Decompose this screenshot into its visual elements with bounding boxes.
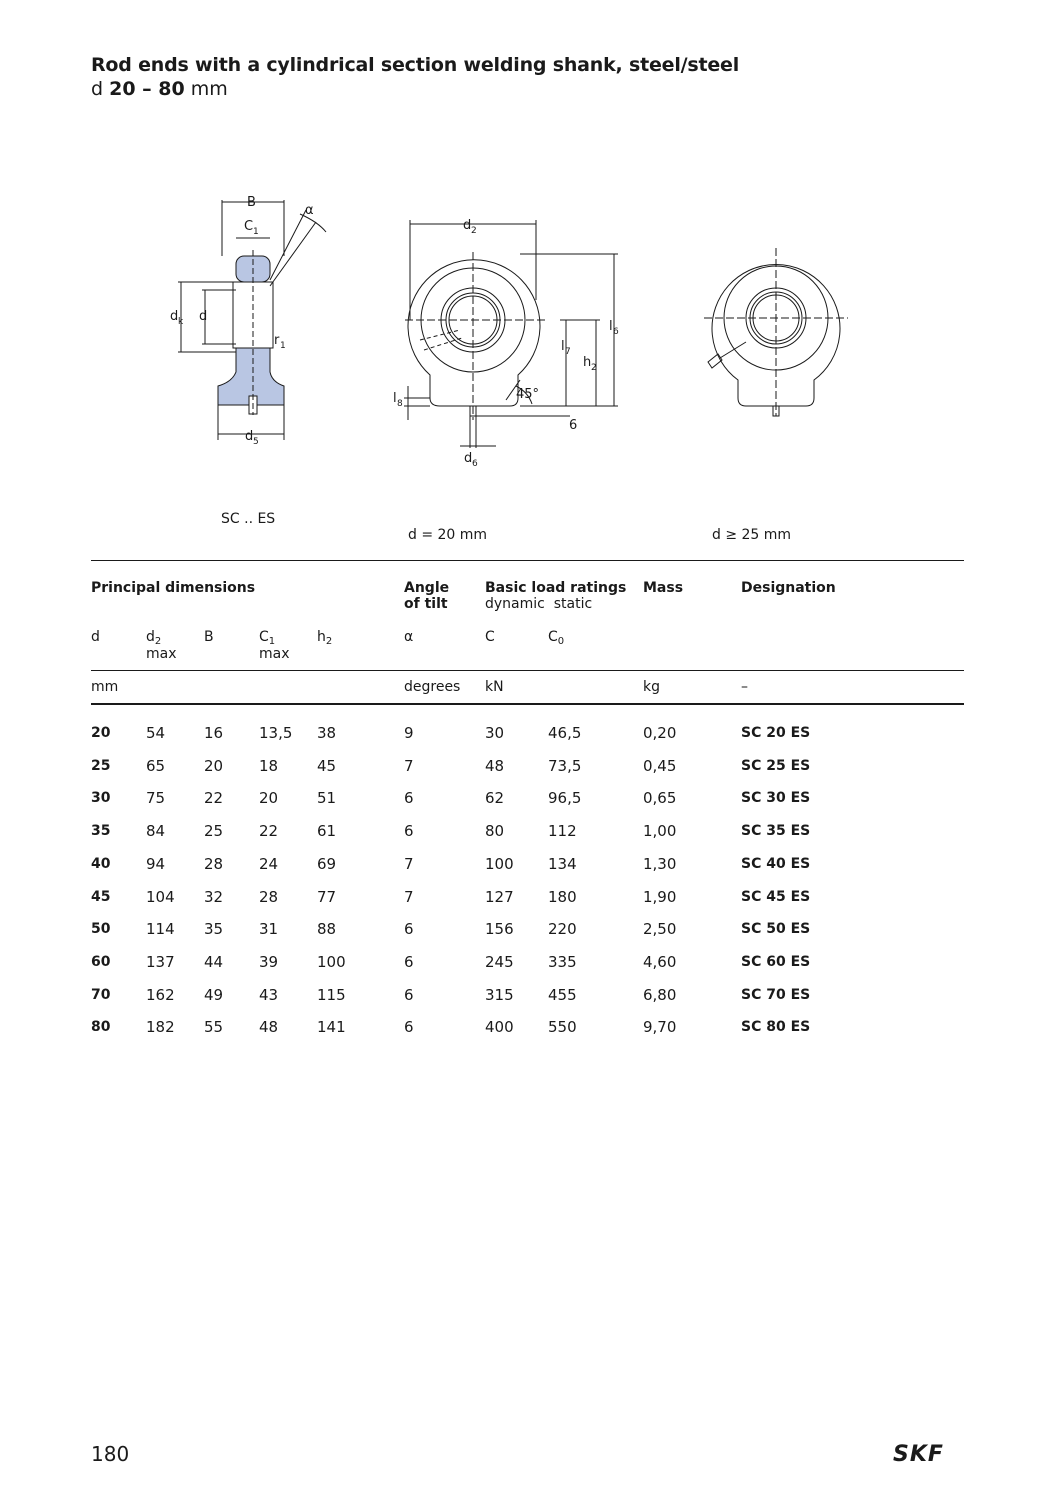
cell-C: 80 bbox=[485, 822, 505, 841]
unit-designation: – bbox=[741, 679, 748, 695]
svg-text:l: l bbox=[393, 391, 397, 406]
cell-designation: SC 50 ES bbox=[741, 921, 811, 938]
cell-C: 315 bbox=[485, 985, 514, 1004]
symbol-d2-main: d bbox=[146, 629, 155, 645]
cell-designation: SC 45 ES bbox=[741, 888, 811, 905]
front-view-d25-figure bbox=[704, 248, 848, 416]
cell-B: 32 bbox=[204, 887, 224, 906]
cell-mass: 1,30 bbox=[643, 854, 677, 873]
cell-C: 30 bbox=[485, 724, 505, 742]
header-load-subtitle: dynamic static bbox=[485, 596, 593, 612]
caption-left: SC .. ES bbox=[221, 511, 276, 527]
page-number: 180 bbox=[91, 1442, 130, 1466]
svg-text:2: 2 bbox=[471, 226, 477, 236]
svg-text:7: 7 bbox=[565, 347, 571, 357]
cell-d: 80 bbox=[91, 1019, 111, 1036]
cell-C0: 134 bbox=[548, 854, 577, 873]
cell-C1: 20 bbox=[259, 789, 279, 808]
cell-C1: 18 bbox=[259, 756, 279, 775]
symbol-C0-sub: 0 bbox=[557, 636, 565, 647]
svg-text:d: d bbox=[463, 218, 472, 233]
cell-C1: 13,5 bbox=[259, 724, 293, 742]
cell-d: 45 bbox=[91, 888, 111, 905]
cell-designation: SC 40 ES bbox=[741, 855, 811, 872]
cell-d2: 75 bbox=[146, 789, 166, 808]
cell-B: 49 bbox=[204, 985, 224, 1004]
symbol-C1-max: max bbox=[259, 646, 290, 662]
cell-mass: 9,70 bbox=[643, 1018, 677, 1037]
svg-text:8: 8 bbox=[397, 399, 403, 409]
svg-text:d: d bbox=[464, 451, 473, 466]
cell-C0: 73,5 bbox=[548, 756, 582, 775]
cell-mass: 0,65 bbox=[643, 789, 677, 808]
cell-d: 40 bbox=[91, 855, 111, 872]
cell-designation: SC 30 ES bbox=[741, 790, 811, 807]
cell-mass: 2,50 bbox=[643, 920, 677, 939]
cell-alpha: 7 bbox=[404, 887, 414, 906]
cell-B: 20 bbox=[204, 756, 224, 775]
svg-text:B: B bbox=[247, 195, 256, 210]
cell-h2: 45 bbox=[317, 756, 337, 775]
cell-C0: 96,5 bbox=[548, 789, 582, 808]
cell-d: 25 bbox=[91, 757, 111, 774]
cell-C: 400 bbox=[485, 1018, 514, 1037]
cell-h2: 38 bbox=[317, 724, 337, 742]
header-angle-line1: Angle bbox=[404, 580, 450, 596]
unit-load: kN bbox=[485, 679, 504, 695]
svg-text:45°: 45° bbox=[516, 387, 540, 402]
cell-d: 35 bbox=[91, 823, 111, 840]
header-mass: Mass bbox=[643, 580, 684, 596]
cell-mass: 1,90 bbox=[643, 887, 677, 906]
symbol-alpha: α bbox=[404, 629, 414, 645]
cell-designation: SC 80 ES bbox=[741, 1019, 811, 1036]
cell-h2: 77 bbox=[317, 887, 337, 906]
cell-designation: SC 70 ES bbox=[741, 986, 811, 1003]
cell-designation: SC 60 ES bbox=[741, 953, 811, 970]
cell-alpha: 6 bbox=[404, 985, 414, 1004]
subtitle-range: 20 – 80 bbox=[109, 78, 185, 100]
cell-C0: 455 bbox=[548, 985, 577, 1004]
cell-d2: 94 bbox=[146, 854, 166, 873]
cell-C0: 112 bbox=[548, 822, 577, 841]
symbol-h2 bbox=[317, 629, 332, 650]
cell-d2: 65 bbox=[146, 756, 166, 775]
cell-C: 156 bbox=[485, 920, 514, 939]
cell-d: 60 bbox=[91, 953, 111, 970]
symbol-B: B bbox=[204, 629, 214, 645]
cell-d: 30 bbox=[91, 790, 111, 807]
cell-h2: 100 bbox=[317, 952, 346, 971]
cell-mass: 6,80 bbox=[643, 985, 677, 1004]
cell-C1: 39 bbox=[259, 952, 279, 971]
table-top-rule bbox=[91, 560, 964, 561]
cell-C1: 48 bbox=[259, 1018, 279, 1037]
svg-text:2: 2 bbox=[591, 363, 597, 373]
table-header-rule bbox=[91, 703, 964, 705]
svg-text:l: l bbox=[609, 319, 613, 334]
unit-dimensions: mm bbox=[91, 679, 119, 695]
cell-h2: 141 bbox=[317, 1018, 346, 1037]
cell-h2: 51 bbox=[317, 789, 337, 808]
header-basic-load-ratings: Basic load ratings bbox=[485, 580, 627, 596]
cell-alpha: 6 bbox=[404, 1018, 414, 1037]
svg-text:k: k bbox=[178, 317, 184, 327]
cell-h2: 61 bbox=[317, 822, 337, 841]
symbol-C1-main: C bbox=[259, 629, 269, 645]
cell-mass: 4,60 bbox=[643, 952, 677, 971]
cell-C1: 43 bbox=[259, 985, 279, 1004]
symbol-d2-max: max bbox=[146, 646, 177, 662]
cell-d: 50 bbox=[91, 921, 111, 938]
cell-C: 48 bbox=[485, 756, 505, 775]
subtitle-unit: mm bbox=[190, 78, 228, 100]
cell-C: 62 bbox=[485, 789, 505, 808]
cell-designation: SC 25 ES bbox=[741, 757, 811, 774]
svg-text:h: h bbox=[583, 355, 592, 370]
header-principal-dimensions: Principal dimensions bbox=[91, 580, 256, 596]
cell-B: 16 bbox=[204, 724, 224, 742]
svg-text:r: r bbox=[274, 333, 280, 348]
cell-d: 70 bbox=[91, 986, 111, 1003]
symbol-C0 bbox=[548, 629, 564, 650]
symbol-d: d bbox=[91, 629, 100, 645]
cell-d2: 54 bbox=[146, 724, 166, 742]
svg-text:5: 5 bbox=[253, 437, 259, 447]
cell-alpha: 6 bbox=[404, 822, 414, 841]
cell-B: 28 bbox=[204, 854, 224, 873]
svg-text:1: 1 bbox=[253, 227, 259, 237]
cell-C1: 24 bbox=[259, 854, 279, 873]
cell-designation: SC 20 ES bbox=[741, 725, 811, 741]
cell-alpha: 7 bbox=[404, 854, 414, 873]
cell-alpha: 7 bbox=[404, 756, 414, 775]
svg-text:6: 6 bbox=[472, 459, 478, 469]
svg-text:α: α bbox=[305, 203, 314, 218]
table-units-rule bbox=[91, 670, 964, 671]
svg-text:C: C bbox=[244, 219, 254, 234]
cell-B: 22 bbox=[204, 789, 224, 808]
cell-C: 127 bbox=[485, 887, 514, 906]
cell-d: 20 bbox=[91, 725, 111, 741]
technical-drawings bbox=[0, 180, 1056, 480]
skf-logo: SKF bbox=[893, 1442, 944, 1467]
cell-B: 55 bbox=[204, 1018, 224, 1037]
cell-B: 44 bbox=[204, 952, 224, 971]
svg-text:d: d bbox=[245, 429, 254, 444]
unit-angle: degrees bbox=[404, 679, 461, 695]
cell-alpha: 6 bbox=[404, 789, 414, 808]
cell-C0: 335 bbox=[548, 952, 577, 971]
symbol-h2-main: h bbox=[317, 629, 326, 645]
cell-C1: 31 bbox=[259, 920, 279, 939]
page-title: Rod ends with a cylindrical section welding shank, steel/steel bbox=[91, 54, 740, 76]
cell-C: 245 bbox=[485, 952, 514, 971]
header-designation: Designation bbox=[741, 580, 836, 596]
cell-d2: 137 bbox=[146, 952, 175, 971]
cell-h2: 69 bbox=[317, 854, 337, 873]
cell-B: 35 bbox=[204, 920, 224, 939]
cell-d2: 182 bbox=[146, 1018, 175, 1037]
symbol-C: C bbox=[485, 629, 495, 645]
subtitle-prefix: d bbox=[91, 78, 104, 100]
cell-C0: 220 bbox=[548, 920, 577, 939]
symbol-C0-main: C bbox=[548, 629, 558, 645]
cell-B: 25 bbox=[204, 822, 224, 841]
cell-C: 100 bbox=[485, 854, 514, 873]
cell-h2: 115 bbox=[317, 985, 346, 1004]
svg-text:6: 6 bbox=[613, 327, 619, 337]
cell-d2: 114 bbox=[146, 920, 175, 939]
svg-text:l: l bbox=[561, 339, 565, 354]
cell-C0: 550 bbox=[548, 1018, 577, 1037]
svg-text:1: 1 bbox=[280, 341, 286, 351]
cell-designation: SC 35 ES bbox=[741, 823, 811, 840]
caption-middle: d = 20 mm bbox=[408, 527, 488, 543]
cell-mass: 0,45 bbox=[643, 756, 677, 775]
cell-alpha: 6 bbox=[404, 920, 414, 939]
svg-text:6: 6 bbox=[569, 418, 578, 433]
symbol-h2-sub: 2 bbox=[325, 636, 333, 647]
cell-h2: 88 bbox=[317, 920, 337, 939]
cell-alpha: 6 bbox=[404, 952, 414, 971]
cell-C1: 22 bbox=[259, 822, 279, 841]
cell-d2: 162 bbox=[146, 985, 175, 1004]
cell-C0: 180 bbox=[548, 887, 577, 906]
cell-d2: 84 bbox=[146, 822, 166, 841]
cell-d2: 104 bbox=[146, 887, 175, 906]
page-subtitle bbox=[91, 78, 228, 100]
symbol-d2-sub: 2 bbox=[154, 636, 162, 647]
cell-C1: 28 bbox=[259, 887, 279, 906]
cell-C0: 46,5 bbox=[548, 724, 582, 742]
cell-alpha: 9 bbox=[404, 724, 414, 742]
front-view-d20-figure bbox=[404, 220, 618, 448]
cell-mass: 0,20 bbox=[643, 724, 677, 742]
svg-text:d: d bbox=[170, 309, 179, 324]
svg-text:d: d bbox=[199, 309, 208, 324]
caption-right: d ≥ 25 mm bbox=[712, 527, 792, 543]
symbol-C1-sub: 1 bbox=[268, 636, 276, 647]
unit-mass: kg bbox=[643, 679, 660, 695]
header-angle-line2: of tilt bbox=[404, 596, 448, 612]
cell-mass: 1,00 bbox=[643, 822, 677, 841]
